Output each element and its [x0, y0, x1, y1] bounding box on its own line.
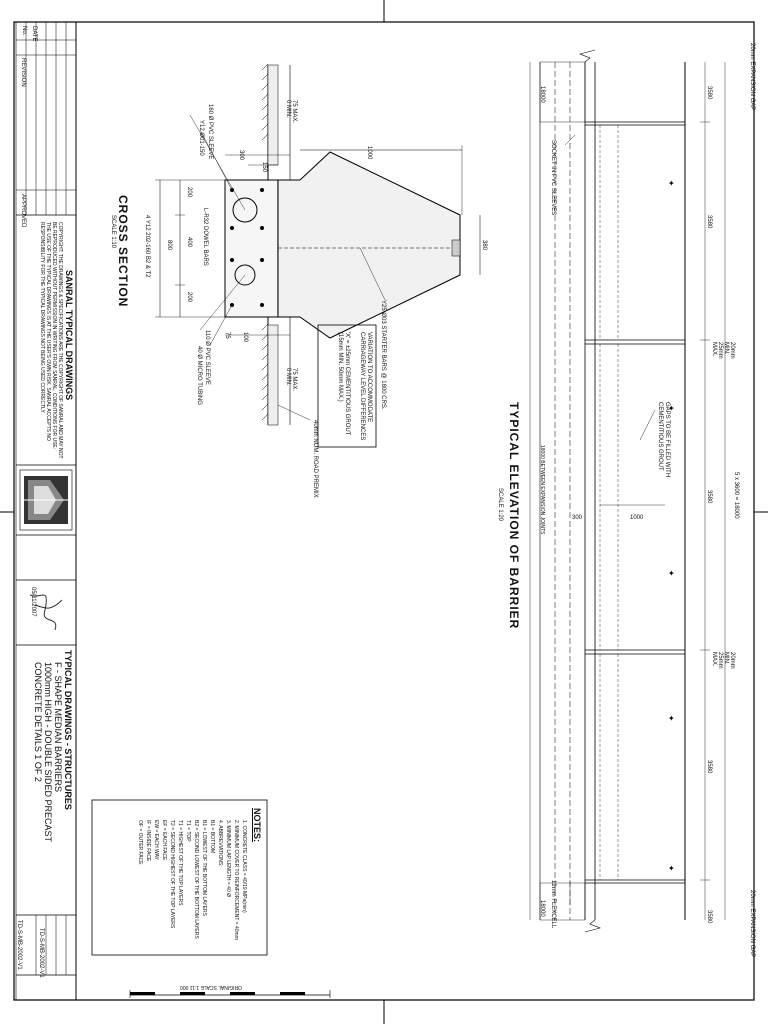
notes-heading: NOTES:	[252, 808, 262, 843]
cross-section-title: CROSS SECTION	[116, 195, 130, 308]
elev-dim-1000: 1000	[630, 515, 644, 521]
note-item: T1 = HIGHEST OF THE TOP LAYERS	[177, 820, 183, 906]
sanral-logo	[20, 470, 72, 530]
dim-3580-e: 3580	[706, 910, 712, 924]
dim-3580-c: 3580	[706, 490, 712, 504]
bars-label: 4 Y12 202-160 B2 & T2	[144, 215, 150, 278]
signature-date: 05/11/2007	[30, 587, 36, 617]
elevation-scale: SCALE 1:20	[497, 488, 503, 522]
dim-18000-a: 18000	[539, 86, 545, 103]
level-variation-note: VARIATION TO ACCOMMODATE CARRIAGEWAY LEVEL DIFFERENCES	[358, 332, 372, 441]
notes-list	[136, 820, 248, 940]
dowel-bars-label: L-R32 DOWEL BARS	[202, 208, 208, 266]
dim-400: 400	[186, 237, 192, 248]
dim-150: 150	[261, 162, 267, 173]
dim-3580-a: 3580	[706, 86, 712, 100]
note-item: 3. MINIMUM LAP LENGTH = 40 Ø	[225, 820, 231, 898]
dim-18000-b: 18000	[539, 900, 545, 917]
title-line-2: 1000mm HIGH - DOUBLE SIDED PRECAST	[43, 662, 53, 843]
dim-200b: 200	[186, 292, 192, 303]
between-joints-label: 18000 BETWEEN EXPANSION JOINTS	[539, 445, 545, 535]
pvc110-label: 110 Ø PVC SLEEVE	[204, 330, 210, 385]
starter-bars-label: Y25 Ø03 STARTER BARS @ 1800 CRS.	[380, 300, 386, 410]
copyright-text: COPYRIGHT: THE DRAWINGS & SPECIFICATIONS ARE THE COPYRIGHT OF SANRAL AND MAY NOT BE REPRODUCED WITHOUT PERMISSION IN WRITING FROM SANRAL. CONDITIONS FOR USE: THE USE OF THE TYPICAL DRAWINGS IS AT THE USER'S OWN RISK. SANRAL ACCEPTS NO RESPONSIBILITY FOR THE TYPICAL DRAWINGS NOT BEING USED CORRECTLY.	[39, 222, 63, 459]
note-item: T1 = TOP	[185, 820, 191, 842]
note-item: B1 = BOTTOM	[209, 820, 215, 854]
dim-3580-b: 3580	[706, 215, 712, 229]
note-item: EF = EACH FACE	[161, 820, 167, 861]
rev-approved-header: APPROVED	[20, 194, 26, 228]
pvc-sleeve-label: 160 Ø PVC SLEEVE	[207, 104, 213, 160]
cross-section-scale: SCALE 1:10	[110, 215, 116, 249]
gap-note-2: 20mm MIN. 25mm MAX.	[711, 652, 735, 669]
panels-total-label: 5 x 3600 = 18000	[733, 472, 739, 519]
dim-300: 300	[238, 150, 244, 161]
gaps-filled-label: GAPS TO BE FILLED WITH CEMENTITIOUS GROUT	[656, 402, 670, 478]
socket-label: SOCKET IN PVC SLEEVES	[550, 140, 556, 216]
svg-text:✦: ✦	[668, 569, 675, 578]
grout-note: 'X' = ±25mm CEMENTITIOUS GROUT (15mm MIN. 50mm MAX.)	[336, 332, 350, 436]
svg-text:✦: ✦	[668, 404, 675, 413]
rev-revision-header: REVISION	[20, 58, 26, 87]
org-title: SANRAL TYPICAL DRAWINGS	[64, 270, 74, 401]
premix-label: 40mm NOM. ROAD PREMIX	[312, 420, 318, 498]
dim-100: 100	[242, 332, 248, 343]
scale-note: ORIGINAL SCALE 1:11 000	[180, 984, 242, 990]
note-item: 1. CONCRETE CLASS = 40/19 MPa(min)	[241, 820, 247, 913]
y12-label: Y12 Ø01-150	[198, 120, 204, 156]
note-item: IF = INSIDE FACE	[145, 820, 151, 862]
note-item: OF = OUTER FACE	[137, 820, 143, 865]
elevation-drawing	[530, 50, 725, 932]
dim-800: 800	[166, 240, 172, 251]
scale-bar	[130, 990, 330, 998]
micro-tubing-label: 40 Ø MICRO TUBING	[196, 346, 202, 405]
drawing-number: TD-S-MB-2002-V1	[38, 928, 44, 978]
flexcell-label: 12mm FLEXCELL	[550, 880, 556, 929]
drawing-number-bottom: TD-S-MB-2002-V1	[16, 920, 22, 970]
svg-text:✦: ✦	[668, 864, 675, 873]
elevation-title: TYPICAL ELEVATION OF BARRIER	[507, 402, 521, 630]
gap-note-1: 20mm MIN. 25mm MAX.	[711, 342, 735, 359]
note-item: T2 = SECOND HIGHEST OF THE TOP LAYERS	[169, 820, 175, 929]
dim-top-width: 1000	[366, 146, 372, 160]
max-min-bottom: 75 MAX. 0 MIN.	[285, 368, 297, 392]
title-line-1: F - SHAPE MEDIAN BARRIERS	[53, 662, 63, 793]
expansion-gap-top: 20mm EXPANSION GAP	[749, 43, 755, 111]
note-item: 2. MINIMUM COVER TO REINFORCEMENT = 40mm	[233, 820, 239, 940]
dim-3580-d: 3580	[706, 760, 712, 774]
title-line-3: CONCRETE DETAILS 1 OF 2	[33, 662, 43, 782]
svg-text:✦: ✦	[668, 179, 675, 188]
rev-date-header: DATE	[31, 26, 37, 42]
note-item: B1 = LOWEST OF THE BOTTOM LAYERS	[201, 820, 207, 916]
dim-200a: 200	[186, 187, 192, 198]
note-item: EW = EACH WAY	[153, 820, 159, 860]
svg-text:✦: ✦	[668, 714, 675, 723]
max-min-top: 75 MAX. 0 MIN.	[285, 100, 297, 124]
sheet-border	[14, 22, 754, 1000]
dim-380: 380	[481, 240, 487, 251]
rev-no-header: No.	[21, 26, 27, 36]
note-item: 4. ABBREVIATIONS:	[217, 820, 223, 867]
note-item: B2 = SECOND LOWEST OF THE BOTTOM LAYERS	[193, 820, 199, 939]
dim-75: 75	[224, 332, 230, 339]
elev-dim-300: 300	[572, 515, 583, 521]
drawing-set-title: TYPICAL DRAWINGS - STRUCTURES	[63, 650, 73, 810]
expansion-gap-bottom: 20mm EXPANSION GAP	[749, 890, 755, 958]
